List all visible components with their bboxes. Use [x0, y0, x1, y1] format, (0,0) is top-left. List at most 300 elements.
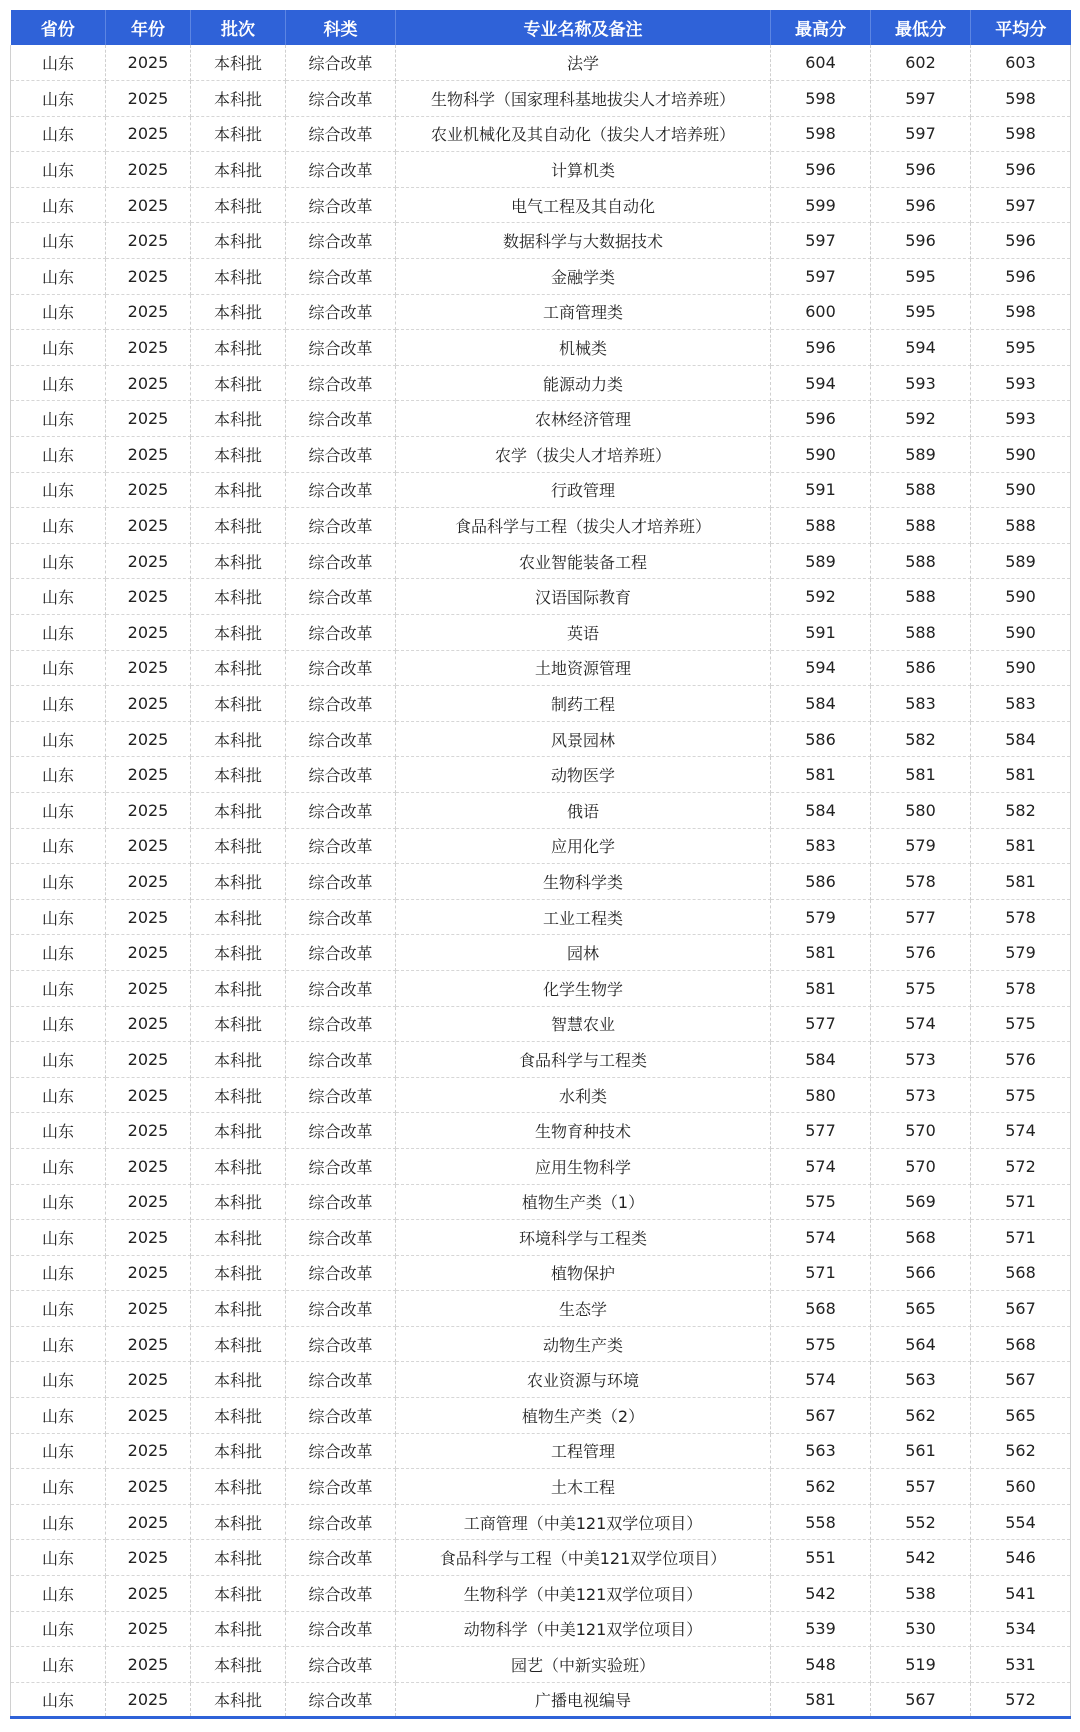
table-row: [11, 1184, 1071, 1220]
cell-min-score: 597: [871, 81, 971, 117]
cell-max-score: 591: [771, 472, 871, 508]
table-row: [11, 152, 1071, 188]
cell-min-score: 564: [871, 1326, 971, 1362]
cell-batch: 本科批: [191, 294, 286, 330]
cell-major: 工业工程类: [396, 899, 771, 935]
cell-max-score: 584: [771, 1042, 871, 1078]
table-row: [11, 721, 1071, 757]
cell-category: 综合改革: [286, 45, 396, 81]
cell-province: 山东: [11, 330, 106, 366]
cell-avg-score: 578: [971, 970, 1071, 1006]
cell-avg-score: 575: [971, 1006, 1071, 1042]
cell-year: 2025: [106, 899, 191, 935]
cell-year: 2025: [106, 1647, 191, 1683]
cell-province: 山东: [11, 1540, 106, 1576]
cell-year: 2025: [106, 116, 191, 152]
cell-avg-score: 590: [971, 579, 1071, 615]
cell-province: 山东: [11, 116, 106, 152]
cell-category: 综合改革: [286, 508, 396, 544]
cell-year: 2025: [106, 1291, 191, 1327]
table-row: [11, 792, 1071, 828]
cell-category: 综合改革: [286, 1006, 396, 1042]
cell-batch: 本科批: [191, 401, 286, 437]
cell-min-score: 557: [871, 1469, 971, 1505]
cell-max-score: 548: [771, 1647, 871, 1683]
cell-max-score: 577: [771, 1006, 871, 1042]
cell-max-score: 583: [771, 828, 871, 864]
column-header-major: 专业名称及备注: [396, 10, 771, 45]
cell-avg-score: 590: [971, 472, 1071, 508]
cell-batch: 本科批: [191, 152, 286, 188]
cell-category: 综合改革: [286, 1433, 396, 1469]
cell-major: 汉语国际教育: [396, 579, 771, 615]
cell-province: 山东: [11, 1042, 106, 1078]
cell-max-score: 596: [771, 330, 871, 366]
cell-year: 2025: [106, 792, 191, 828]
table-row: [11, 365, 1071, 401]
cell-min-score: 594: [871, 330, 971, 366]
cell-province: 山东: [11, 1647, 106, 1683]
cell-year: 2025: [106, 1113, 191, 1149]
cell-major: 数据科学与大数据技术: [396, 223, 771, 259]
cell-avg-score: 598: [971, 294, 1071, 330]
cell-major: 生物科学（国家理科基地拔尖人才培养班）: [396, 81, 771, 117]
cell-category: 综合改革: [286, 792, 396, 828]
cell-batch: 本科批: [191, 899, 286, 935]
cell-min-score: 596: [871, 152, 971, 188]
cell-avg-score: 588: [971, 508, 1071, 544]
cell-max-score: 574: [771, 1362, 871, 1398]
cell-max-score: 591: [771, 615, 871, 651]
cell-category: 综合改革: [286, 1255, 396, 1291]
cell-province: 山东: [11, 1148, 106, 1184]
cell-batch: 本科批: [191, 116, 286, 152]
cell-batch: 本科批: [191, 1148, 286, 1184]
cell-major: 植物保护: [396, 1255, 771, 1291]
cell-min-score: 582: [871, 721, 971, 757]
cell-category: 综合改革: [286, 1042, 396, 1078]
column-header-province: 省份: [11, 10, 106, 45]
cell-province: 山东: [11, 650, 106, 686]
table-row: [11, 1433, 1071, 1469]
cell-max-score: 568: [771, 1291, 871, 1327]
table-row: [11, 1006, 1071, 1042]
cell-max-score: 588: [771, 508, 871, 544]
cell-year: 2025: [106, 1398, 191, 1434]
cell-min-score: 596: [871, 187, 971, 223]
cell-batch: 本科批: [191, 1220, 286, 1256]
cell-avg-score: 572: [971, 1682, 1071, 1718]
cell-province: 山东: [11, 828, 106, 864]
cell-max-score: 581: [771, 1682, 871, 1718]
cell-province: 山东: [11, 757, 106, 793]
table-row: [11, 899, 1071, 935]
cell-year: 2025: [106, 615, 191, 651]
cell-min-score: 579: [871, 828, 971, 864]
cell-category: 综合改革: [286, 294, 396, 330]
cell-batch: 本科批: [191, 1433, 286, 1469]
cell-category: 综合改革: [286, 116, 396, 152]
cell-category: 综合改革: [286, 472, 396, 508]
cell-category: 综合改革: [286, 1682, 396, 1718]
cell-max-score: 579: [771, 899, 871, 935]
table-row: [11, 330, 1071, 366]
table-row: [11, 294, 1071, 330]
cell-province: 山东: [11, 935, 106, 971]
cell-avg-score: 567: [971, 1291, 1071, 1327]
table-row: [11, 1647, 1071, 1683]
cell-province: 山东: [11, 223, 106, 259]
cell-year: 2025: [106, 1576, 191, 1612]
cell-major: 植物生产类（2）: [396, 1398, 771, 1434]
table-row: [11, 650, 1071, 686]
cell-category: 综合改革: [286, 330, 396, 366]
cell-min-score: 563: [871, 1362, 971, 1398]
cell-max-score: 598: [771, 116, 871, 152]
cell-avg-score: 571: [971, 1184, 1071, 1220]
cell-min-score: 575: [871, 970, 971, 1006]
cell-min-score: 586: [871, 650, 971, 686]
cell-major: 电气工程及其自动化: [396, 187, 771, 223]
cell-avg-score: 589: [971, 543, 1071, 579]
cell-province: 山东: [11, 1682, 106, 1718]
cell-batch: 本科批: [191, 187, 286, 223]
cell-province: 山东: [11, 1255, 106, 1291]
cell-province: 山东: [11, 899, 106, 935]
cell-batch: 本科批: [191, 330, 286, 366]
cell-avg-score: 596: [971, 152, 1071, 188]
cell-province: 山东: [11, 1077, 106, 1113]
table-row: [11, 1148, 1071, 1184]
cell-major: 生物育种技术: [396, 1113, 771, 1149]
cell-batch: 本科批: [191, 365, 286, 401]
cell-max-score: 581: [771, 757, 871, 793]
cell-min-score: 595: [871, 259, 971, 295]
cell-category: 综合改革: [286, 259, 396, 295]
cell-year: 2025: [106, 259, 191, 295]
table-row: [11, 1398, 1071, 1434]
cell-major: 化学生物学: [396, 970, 771, 1006]
cell-batch: 本科批: [191, 686, 286, 722]
cell-year: 2025: [106, 1611, 191, 1647]
table-row: [11, 223, 1071, 259]
cell-avg-score: 571: [971, 1220, 1071, 1256]
cell-category: 综合改革: [286, 81, 396, 117]
cell-batch: 本科批: [191, 1362, 286, 1398]
cell-batch: 本科批: [191, 1184, 286, 1220]
cell-major: 食品科学与工程类: [396, 1042, 771, 1078]
cell-category: 综合改革: [286, 1148, 396, 1184]
cell-max-score: 597: [771, 259, 871, 295]
cell-year: 2025: [106, 543, 191, 579]
cell-max-score: 562: [771, 1469, 871, 1505]
column-header-year: 年份: [106, 10, 191, 45]
cell-min-score: 588: [871, 543, 971, 579]
cell-batch: 本科批: [191, 1326, 286, 1362]
cell-min-score: 576: [871, 935, 971, 971]
cell-batch: 本科批: [191, 757, 286, 793]
table-row: [11, 1576, 1071, 1612]
cell-max-score: 580: [771, 1077, 871, 1113]
cell-category: 综合改革: [286, 1611, 396, 1647]
cell-year: 2025: [106, 828, 191, 864]
table-row: [11, 259, 1071, 295]
cell-province: 山东: [11, 187, 106, 223]
cell-max-score: 574: [771, 1148, 871, 1184]
cell-province: 山东: [11, 579, 106, 615]
cell-province: 山东: [11, 615, 106, 651]
table-row: [11, 508, 1071, 544]
cell-category: 综合改革: [286, 686, 396, 722]
table-row: [11, 543, 1071, 579]
cell-min-score: 567: [871, 1682, 971, 1718]
cell-min-score: 583: [871, 686, 971, 722]
cell-major: 生态学: [396, 1291, 771, 1327]
cell-major: 农业资源与环境: [396, 1362, 771, 1398]
cell-major: 环境科学与工程类: [396, 1220, 771, 1256]
cell-batch: 本科批: [191, 650, 286, 686]
table-row: [11, 864, 1071, 900]
cell-year: 2025: [106, 1362, 191, 1398]
cell-max-score: 589: [771, 543, 871, 579]
cell-major: 土木工程: [396, 1469, 771, 1505]
cell-major: 计算机类: [396, 152, 771, 188]
column-header-max-score: 最高分: [771, 10, 871, 45]
cell-category: 综合改革: [286, 1113, 396, 1149]
cell-year: 2025: [106, 508, 191, 544]
cell-min-score: 519: [871, 1647, 971, 1683]
cell-major: 农业机械化及其自动化（拔尖人才培养班）: [396, 116, 771, 152]
table-row: [11, 1113, 1071, 1149]
cell-year: 2025: [106, 1006, 191, 1042]
cell-category: 综合改革: [286, 401, 396, 437]
cell-year: 2025: [106, 1220, 191, 1256]
cell-min-score: 588: [871, 615, 971, 651]
cell-major: 农林经济管理: [396, 401, 771, 437]
cell-major: 金融学类: [396, 259, 771, 295]
cell-year: 2025: [106, 721, 191, 757]
cell-province: 山东: [11, 721, 106, 757]
table-row: [11, 1682, 1071, 1718]
cell-max-score: 596: [771, 152, 871, 188]
cell-avg-score: 574: [971, 1113, 1071, 1149]
table-row: [11, 1469, 1071, 1505]
table-row: [11, 81, 1071, 117]
cell-batch: 本科批: [191, 1113, 286, 1149]
cell-major: 制药工程: [396, 686, 771, 722]
cell-avg-score: 582: [971, 792, 1071, 828]
cell-year: 2025: [106, 1255, 191, 1291]
table-row: [11, 1255, 1071, 1291]
cell-province: 山东: [11, 1398, 106, 1434]
cell-avg-score: 560: [971, 1469, 1071, 1505]
cell-avg-score: 572: [971, 1148, 1071, 1184]
cell-major: 园艺（中新实验班）: [396, 1647, 771, 1683]
cell-max-score: 574: [771, 1220, 871, 1256]
cell-major: 食品科学与工程（拔尖人才培养班）: [396, 508, 771, 544]
cell-category: 综合改革: [286, 1576, 396, 1612]
header-row: [11, 10, 1071, 45]
cell-batch: 本科批: [191, 1469, 286, 1505]
cell-batch: 本科批: [191, 81, 286, 117]
table-row: [11, 1504, 1071, 1540]
cell-category: 综合改革: [286, 615, 396, 651]
cell-category: 综合改革: [286, 828, 396, 864]
cell-category: 综合改革: [286, 365, 396, 401]
cell-major: 行政管理: [396, 472, 771, 508]
cell-min-score: 596: [871, 223, 971, 259]
cell-major: 动物科学（中美121双学位项目）: [396, 1611, 771, 1647]
cell-min-score: 597: [871, 116, 971, 152]
cell-min-score: 588: [871, 508, 971, 544]
cell-avg-score: 562: [971, 1433, 1071, 1469]
cell-avg-score: 568: [971, 1255, 1071, 1291]
cell-batch: 本科批: [191, 1398, 286, 1434]
table-row: [11, 1077, 1071, 1113]
cell-province: 山东: [11, 365, 106, 401]
cell-max-score: 551: [771, 1540, 871, 1576]
cell-major: 应用化学: [396, 828, 771, 864]
cell-category: 综合改革: [286, 757, 396, 793]
cell-province: 山东: [11, 792, 106, 828]
table-row: [11, 45, 1071, 81]
cell-max-score: 596: [771, 401, 871, 437]
cell-category: 综合改革: [286, 1291, 396, 1327]
cell-major: 植物生产类（1）: [396, 1184, 771, 1220]
cell-category: 综合改革: [286, 1184, 396, 1220]
cell-major: 风景园林: [396, 721, 771, 757]
table-row: [11, 401, 1071, 437]
cell-max-score: 594: [771, 365, 871, 401]
cell-year: 2025: [106, 45, 191, 81]
cell-province: 山东: [11, 45, 106, 81]
table-row: [11, 579, 1071, 615]
column-header-min-score: 最低分: [871, 10, 971, 45]
cell-min-score: 602: [871, 45, 971, 81]
table-row: [11, 1326, 1071, 1362]
table-row: [11, 437, 1071, 473]
cell-year: 2025: [106, 330, 191, 366]
cell-year: 2025: [106, 1077, 191, 1113]
cell-major: 农业智能装备工程: [396, 543, 771, 579]
cell-max-score: 567: [771, 1398, 871, 1434]
cell-min-score: 580: [871, 792, 971, 828]
cell-batch: 本科批: [191, 1611, 286, 1647]
cell-province: 山东: [11, 294, 106, 330]
cell-major: 土地资源管理: [396, 650, 771, 686]
cell-batch: 本科批: [191, 935, 286, 971]
cell-max-score: 590: [771, 437, 871, 473]
cell-batch: 本科批: [191, 543, 286, 579]
cell-year: 2025: [106, 1148, 191, 1184]
cell-min-score: 595: [871, 294, 971, 330]
cell-category: 综合改革: [286, 1220, 396, 1256]
cell-batch: 本科批: [191, 472, 286, 508]
cell-avg-score: 598: [971, 116, 1071, 152]
cell-min-score: 577: [871, 899, 971, 935]
cell-avg-score: 590: [971, 437, 1071, 473]
cell-batch: 本科批: [191, 223, 286, 259]
cell-category: 综合改革: [286, 864, 396, 900]
cell-major: 广播电视编导: [396, 1682, 771, 1718]
cell-avg-score: 596: [971, 223, 1071, 259]
cell-category: 综合改革: [286, 579, 396, 615]
cell-province: 山东: [11, 1220, 106, 1256]
cell-major: 智慧农业: [396, 1006, 771, 1042]
cell-min-score: 589: [871, 437, 971, 473]
cell-avg-score: 581: [971, 828, 1071, 864]
cell-category: 综合改革: [286, 1469, 396, 1505]
cell-year: 2025: [106, 294, 191, 330]
cell-year: 2025: [106, 81, 191, 117]
cell-year: 2025: [106, 1469, 191, 1505]
cell-max-score: 577: [771, 1113, 871, 1149]
cell-batch: 本科批: [191, 1647, 286, 1683]
cell-major: 食品科学与工程（中美121双学位项目）: [396, 1540, 771, 1576]
cell-avg-score: 590: [971, 650, 1071, 686]
table-row: [11, 757, 1071, 793]
cell-category: 综合改革: [286, 1362, 396, 1398]
cell-min-score: 542: [871, 1540, 971, 1576]
cell-max-score: 586: [771, 721, 871, 757]
cell-min-score: 573: [871, 1042, 971, 1078]
cell-max-score: 604: [771, 45, 871, 81]
cell-avg-score: 579: [971, 935, 1071, 971]
cell-min-score: 588: [871, 579, 971, 615]
cell-year: 2025: [106, 187, 191, 223]
cell-major: 生物科学类: [396, 864, 771, 900]
cell-year: 2025: [106, 472, 191, 508]
cell-avg-score: 583: [971, 686, 1071, 722]
cell-year: 2025: [106, 1682, 191, 1718]
table-body: [11, 45, 1071, 1718]
cell-max-score: 584: [771, 792, 871, 828]
table-row: [11, 1362, 1071, 1398]
cell-min-score: 578: [871, 864, 971, 900]
cell-category: 综合改革: [286, 970, 396, 1006]
cell-category: 综合改革: [286, 152, 396, 188]
cell-year: 2025: [106, 935, 191, 971]
cell-batch: 本科批: [191, 1042, 286, 1078]
table-row: [11, 935, 1071, 971]
cell-max-score: 584: [771, 686, 871, 722]
cell-batch: 本科批: [191, 1006, 286, 1042]
cell-major: 俄语: [396, 792, 771, 828]
cell-major: 工程管理: [396, 1433, 771, 1469]
cell-category: 综合改革: [286, 187, 396, 223]
cell-province: 山东: [11, 1184, 106, 1220]
admission-scores-table: [10, 10, 1071, 1719]
cell-year: 2025: [106, 1184, 191, 1220]
cell-category: 综合改革: [286, 1540, 396, 1576]
cell-category: 综合改革: [286, 1398, 396, 1434]
cell-avg-score: 581: [971, 757, 1071, 793]
cell-avg-score: 596: [971, 259, 1071, 295]
cell-batch: 本科批: [191, 1682, 286, 1718]
cell-avg-score: 568: [971, 1326, 1071, 1362]
cell-min-score: 593: [871, 365, 971, 401]
cell-max-score: 600: [771, 294, 871, 330]
cell-year: 2025: [106, 152, 191, 188]
cell-max-score: 599: [771, 187, 871, 223]
cell-avg-score: 534: [971, 1611, 1071, 1647]
cell-min-score: 552: [871, 1504, 971, 1540]
cell-year: 2025: [106, 1540, 191, 1576]
cell-batch: 本科批: [191, 970, 286, 1006]
cell-batch: 本科批: [191, 1255, 286, 1291]
cell-batch: 本科批: [191, 615, 286, 651]
cell-max-score: 575: [771, 1184, 871, 1220]
